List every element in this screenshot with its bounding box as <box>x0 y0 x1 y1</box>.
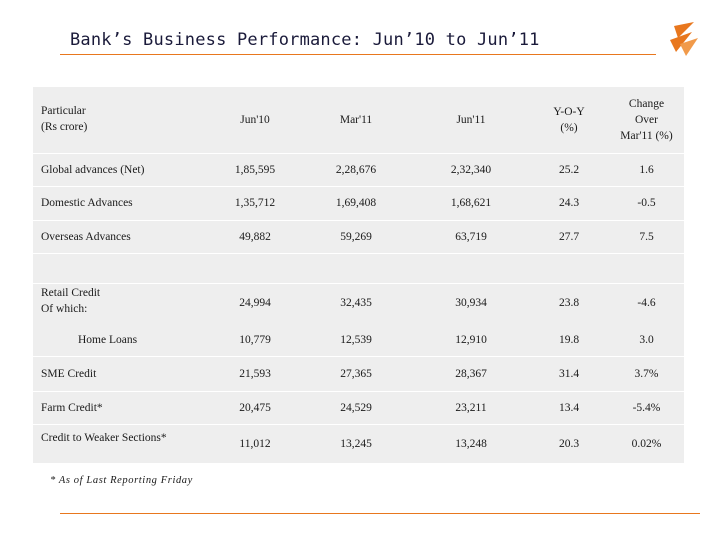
bank-logo-icon <box>664 18 702 58</box>
table-cell: 32,435 <box>340 297 372 309</box>
table-cell: 2,28,676 <box>335 163 377 176</box>
footnote: * As of Last Reporting Friday <box>50 475 193 486</box>
table-cell: 49,882 <box>239 230 271 243</box>
table-cell: 27,365 <box>340 367 372 380</box>
row-label: Domestic Advances <box>41 197 133 209</box>
table-cell: 23.8 <box>558 297 580 309</box>
row-label: Global advances (Net) <box>41 163 145 176</box>
table-cell: 59,269 <box>340 230 372 243</box>
table-cell: 7.5 <box>639 230 654 243</box>
table-cell: 12,539 <box>340 333 372 346</box>
table-cell: 3.7% <box>634 367 659 380</box>
row-label: Home Loans <box>78 333 138 346</box>
row-divider <box>33 153 684 154</box>
table-cell: 13.4 <box>558 401 580 414</box>
table-cell: -0.5 <box>637 197 656 209</box>
table-cell: 0.02% <box>631 437 662 450</box>
table-cell: 24,994 <box>239 297 271 309</box>
header-cell: Y-O-Y (%) <box>553 106 585 134</box>
table-cell <box>609 253 684 283</box>
header-cell: Change Over Mar'11 (%) <box>620 98 673 142</box>
table-cell: 2,32,340 <box>450 163 492 176</box>
row-divider <box>33 253 684 254</box>
table-cell: 27.7 <box>558 230 580 243</box>
table-cell: 12,910 <box>455 333 487 346</box>
row-label: SME Credit <box>41 367 97 380</box>
table-cell: 31.4 <box>558 367 580 380</box>
table-cell: 24,529 <box>340 401 372 414</box>
row-label: Retail Credit Of which: <box>41 287 101 315</box>
table-cell: 21,593 <box>239 367 271 380</box>
table-cell: 1,69,408 <box>335 197 377 209</box>
table-cell: 1.6 <box>639 163 654 176</box>
table-cell: 19.8 <box>558 333 580 346</box>
header-cell: Mar'11 <box>339 114 373 126</box>
table-cell <box>299 253 413 283</box>
table-cell <box>529 253 609 283</box>
table-cell: 20.3 <box>558 437 580 450</box>
table-cell: 10,779 <box>239 333 271 346</box>
table-cell: 25.2 <box>558 163 580 176</box>
table-cell: 28,367 <box>455 367 487 380</box>
header-cell: Jun'11 <box>456 114 486 126</box>
table-cell: -5.4% <box>632 401 661 414</box>
header-cell: Jun'10 <box>240 114 270 126</box>
table-cell <box>211 253 299 283</box>
table-cell: 23,211 <box>455 401 487 414</box>
table-cell: -4.6 <box>637 297 656 309</box>
row-label: Farm Credit* <box>41 401 103 414</box>
row-label: Overseas Advances <box>41 230 131 243</box>
row-label <box>33 253 211 283</box>
table-cell: 24.3 <box>558 197 580 209</box>
row-divider <box>33 220 684 221</box>
table-cell: 1,68,621 <box>450 197 492 209</box>
footer-divider <box>60 513 700 514</box>
table-cell: 13,245 <box>340 437 372 450</box>
table-cell: 11,012 <box>239 437 271 450</box>
row-divider <box>33 186 684 187</box>
table-cell: 20,475 <box>239 401 271 414</box>
row-divider <box>33 424 684 425</box>
slide-title: Bank’s Business Performance: Jun’10 to Jun’11 <box>70 30 540 50</box>
row-divider <box>33 356 684 357</box>
row-divider <box>33 391 684 392</box>
table-cell: 30,934 <box>455 297 487 309</box>
title-divider <box>60 54 656 55</box>
performance-table <box>33 87 684 463</box>
table-cell <box>413 253 529 283</box>
row-label: Credit to Weaker Sections* <box>41 432 167 444</box>
table-cell: 3.0 <box>639 333 654 346</box>
table-cell: 1,35,712 <box>234 197 276 209</box>
table-cell: 63,719 <box>455 230 487 243</box>
table-cell: 1,85,595 <box>234 163 276 176</box>
row-divider <box>33 283 684 284</box>
header-particular: Particular (Rs crore) <box>41 105 88 133</box>
table-cell: 13,248 <box>455 437 487 450</box>
